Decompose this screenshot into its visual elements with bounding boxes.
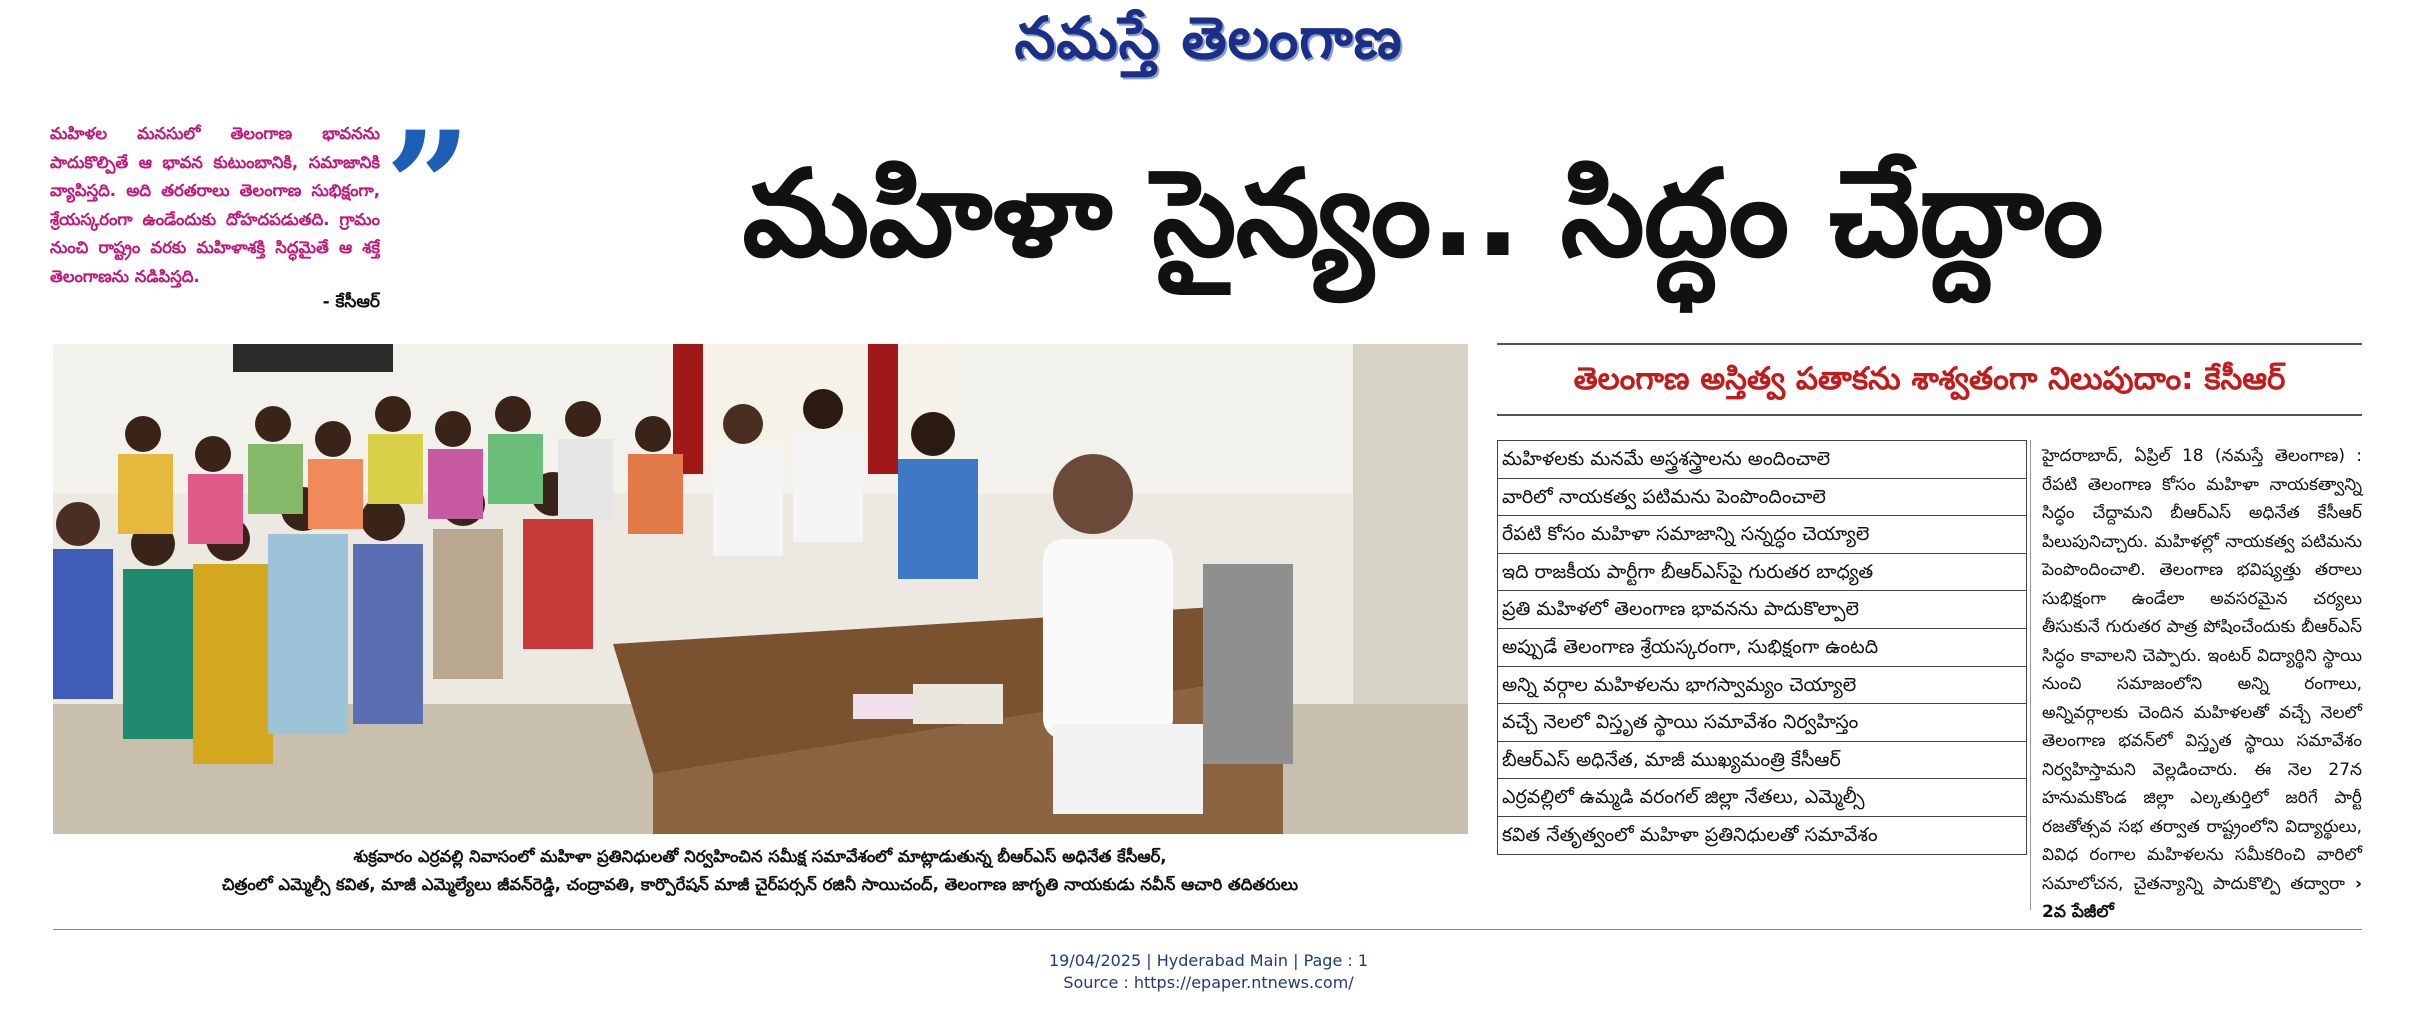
divider [53, 929, 2362, 930]
footer-source[interactable]: Source : https://epaper.ntnews.com/ [1063, 973, 1354, 992]
highlight-item: ఎర్రవల్లిలో ఉమ్మడి వరంగల్ జిల్లా నేతలు, ఎమ్మెల్సీ [1498, 779, 2026, 817]
photo-caption [60, 843, 1460, 899]
highlight-item: బీఆర్ఎస్ అధినేత, మాజీ ముఖ్యమంత్రి కేసీఆర్ [1498, 742, 2026, 780]
headline: మహిళా సైన్యం.. సిద్ధం చేద్దాం [742, 145, 2103, 284]
highlight-item: అన్ని వర్గాల మహిళలను భాగస్వామ్యం చెయ్యాలె [1498, 667, 2026, 705]
quote-mark-icon: ” [385, 99, 472, 275]
highlight-item: వచ్చే నెలలో విస్తృత స్థాయి సమావేశం నిర్వహిస్తం [1498, 704, 2026, 742]
highlight-item: వారిలో నాయకత్వ పటిమను పెంపొందించాలె [1498, 479, 2026, 517]
quote-text: మహిళల మనసులో తెలంగాణ భావనను పాదుకొల్పితే ఆ భావన కుటుంబానికి, సమాజానికి వ్యాపిస్తది. అది తరతరాలు తెలంగాణ సుభిక్షంగా, శ్రేయస్కరంగా ఉండేందుకు దోహదపడుతది. గ్రామం నుంచి రాష్ట్రం వరకు మహిళాశక్తి సిద్ధమైతే ఆ శక్తే తెలంగాణను నడిపిస్తది. [50, 124, 380, 286]
highlights-box [1497, 440, 2027, 855]
caption-line-1: శుక్రవారం ఎర్రవల్లి నివాసంలో మహిళా ప్రతినిధులతో నిర్వహించిన సమీక్ష సమావేశంలో మాట్లాడుతున్న బీఆర్ఎస్ అధినేత కేసీఆర్, [353, 847, 1167, 866]
divider [1497, 343, 2362, 345]
quote-attribution: - కేసీఆర్ [322, 292, 380, 312]
news-photo [53, 344, 1468, 834]
column-divider [2030, 440, 2031, 910]
continued-link[interactable]: › 2వ పేజీలో [2042, 873, 2362, 922]
article-body [2042, 442, 2362, 927]
caption-line-2: చిత్రంలో ఎమ్మెల్సీ కవిత, మాజీ ఎమ్మెల్యేలు జీవన్‌రెడ్డి, చంద్రావతి, కార్పొరేషన్ మాజీ చైర్‌పర్సన్ రజినీ సాయిచంద్, తెలంగాణ జాగృతి నాయకుడు నవీన్ ఆచారి తదితరులు [221, 875, 1299, 894]
highlight-item: రేపటి కోసం మహిళా సమాజాన్ని సన్నద్ధం చెయ్యాలె [1498, 516, 2026, 554]
article-text: హైదరాబాద్, ఏప్రిల్ 18 (నమస్తే తెలంగాణ) : రేపటి తెలంగాణ కోసం మహిళా నాయకత్వాన్ని సిద్ధం చేద్దామని బీఆర్ఎస్ అధినేత కేసీఆర్ పిలుపునిచ్చారు. మహిళల్లో నాయకత్వ పటిమను పెంపొందించాలి. తెలంగాణ భవిష్యత్తు తరాలు సుభిక్షంగా ఉండేలా అవసరమైన చర్యలు తీసుకునే గురుతర పాత్ర పోషించేందుకు బీఆర్ఎస్ సిద్ధం కావాలని చెప్పారు. ఇంటర్ విద్యార్థిని స్థాయి నుంచి సమాజంలోని అన్ని రంగాలు, అన్నివర్గాలకు చెందిన మహిళలతో వచ్చే నెలలో తెలంగాణ భవన్‌లో విస్తృత స్థాయి సమావేశం నిర్వహిస్తామని వెల్లడించారు. ఈ నెల 27న హనుమకొండ జిల్లా ఎల్కతుర్తిలో జరిగే పార్టీ రజతోత్సవ సభ తర్వాత రాష్ట్రంలోని విద్యార్థులు, వివిధ రంగాల మహిళలను సమీకరించి వారిలో సమాలోచన, చైతన్యాన్ని పాదుకొల్పి తద్వారా [2042, 446, 2362, 894]
highlight-item: ఇది రాజకీయ పార్టీగా బీఆర్ఎస్‌పై గురుతర బాధ్యత [1498, 554, 2026, 592]
footer [0, 950, 2417, 994]
highlight-item: మహిళలకు మనమే అస్త్రశస్త్రాలను అందించాలె [1498, 441, 2026, 479]
highlight-item: అప్పుడే తెలంగాణ శ్రేయస్కరంగా, సుభిక్షంగా ఉంటది [1498, 629, 2026, 667]
divider [1497, 414, 2362, 416]
masthead-logo: నమస్తే తెలంగాణ [1014, 4, 1403, 72]
highlight-item: కవిత నేతృత్వంలో మహిళా ప్రతినిధులతో సమావేశం [1498, 817, 2026, 855]
footer-edition-info: 19/04/2025 | Hyderabad Main | Page : 1 [1048, 951, 1369, 970]
subheadline: తెలంగాణ అస్తిత్వ పతాకను శాశ్వతంగా నిలుపుదాం: కేసీఆర్ [1573, 361, 2286, 397]
highlight-item: ప్రతి మహిళలో తెలంగాణ భావనను పాదుకొల్పాలె [1498, 591, 2026, 629]
